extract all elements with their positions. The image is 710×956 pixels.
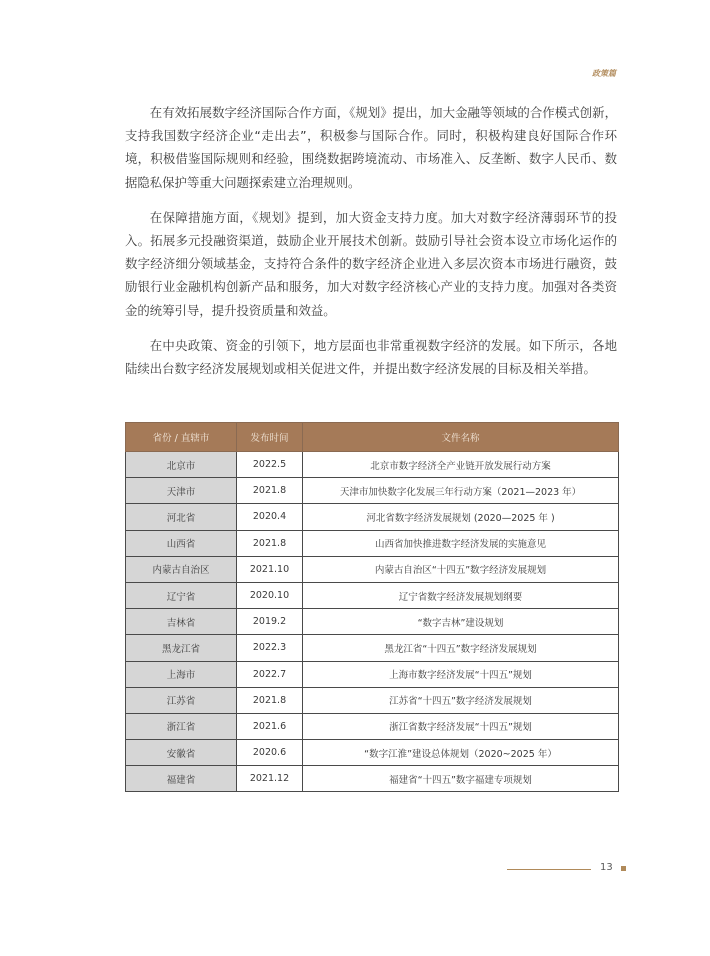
table-row	[126, 609, 619, 635]
table-header-row	[126, 423, 619, 452]
page-marker-square-icon	[621, 866, 626, 871]
document-cell: 浙江省数字经济发展“十四五”规划	[303, 713, 619, 739]
footer-divider	[507, 869, 591, 870]
date-cell: 2021.12	[237, 766, 303, 792]
section-label: 政策篇	[592, 69, 616, 78]
table-row	[126, 766, 619, 792]
date-cell: 2020.6	[237, 740, 303, 766]
region-cell: 山西省	[126, 530, 237, 556]
region-cell: 浙江省	[126, 713, 237, 739]
document-cell: 上海市数字经济发展“十四五”规划	[303, 661, 619, 687]
document-cell: 辽宁省数字经济发展规划纲要	[303, 582, 619, 608]
document-cell: 江苏省“十四五”数字经济发展规划	[303, 687, 619, 713]
region-cell: 辽宁省	[126, 582, 237, 608]
document-cell: 河北省数字经济发展规划 (2020—2025 年 )	[303, 504, 619, 530]
header-region: 省份 / 直辖市	[126, 423, 237, 452]
region-cell: 黑龙江省	[126, 635, 237, 661]
table-row	[126, 582, 619, 608]
table-row	[126, 635, 619, 661]
document-cell: 内蒙古自治区“十四五”数字经济发展规划	[303, 556, 619, 582]
paragraph-safeguard-measures: 在保障措施方面，《规划》提到，加大资金支持力度。加大对数字经济薄弱环节的投入。拓展多元投融资渠道，鼓励企业开展技术创新。鼓励引导社会资本设立市场化运作的数字经济细分领域基金，支持符合条件的数字经济企业进入多层次资本市场进行融资，鼓励银行业金融机构创新产品和服务，加大对数字经济核心产业的支持力度。加强对各类资金的统筹引导，提升投资质量和效益。	[125, 209, 617, 318]
date-cell: 2021.10	[237, 556, 303, 582]
region-cell: 内蒙古自治区	[126, 556, 237, 582]
table-row	[126, 740, 619, 766]
date-cell: 2022.3	[237, 635, 303, 661]
region-cell: 河北省	[126, 504, 237, 530]
region-cell: 北京市	[126, 452, 237, 478]
header-document: 文件名称	[303, 423, 619, 452]
table-row	[126, 530, 619, 556]
region-cell: 上海市	[126, 661, 237, 687]
date-cell: 2021.8	[237, 530, 303, 556]
local-policy-table	[125, 422, 619, 792]
document-cell: “数字江淮”建设总体规划（2020~2025 年）	[303, 740, 619, 766]
table-row	[126, 504, 619, 530]
table-row	[126, 556, 619, 582]
region-cell: 江苏省	[126, 687, 237, 713]
date-cell: 2021.8	[237, 687, 303, 713]
document-cell: 黑龙江省“十四五”数字经济发展规划	[303, 635, 619, 661]
date-cell: 2021.6	[237, 713, 303, 739]
date-cell: 2020.4	[237, 504, 303, 530]
date-cell: 2020.10	[237, 582, 303, 608]
table-row	[126, 713, 619, 739]
header-date: 发布时间	[237, 423, 303, 452]
page-number: 13	[600, 862, 613, 873]
document-cell: 福建省“十四五”数字福建专项规划	[303, 766, 619, 792]
document-cell: 天津市加快数字化发展三年行动方案（2021—2023 年）	[303, 478, 619, 504]
date-cell: 2019.2	[237, 609, 303, 635]
paragraph-international-cooperation: 在有效拓展数字经济国际合作方面，《规划》提出，加大金融等领域的合作模式创新，支持我国数字经济企业“走出去”，积极参与国际合作。同时，积极构建良好国际合作环境，积极借鉴国际规则和经验，围绕数据跨境流动、市场准入、反垄断、数字人民币、数据隐私保护等重大问题探索建立治理规则。	[125, 105, 617, 190]
body-text	[125, 101, 617, 392]
document-cell: “数字吉林”建设规划	[303, 609, 619, 635]
document-cell: 山西省加快推进数字经济发展的实施意见	[303, 530, 619, 556]
table-row	[126, 478, 619, 504]
region-cell: 安徽省	[126, 740, 237, 766]
table-row	[126, 452, 619, 478]
table-row	[126, 687, 619, 713]
region-cell: 吉林省	[126, 609, 237, 635]
date-cell: 2022.7	[237, 661, 303, 687]
table-row	[126, 661, 619, 687]
paragraph-local-policies: 在中央政策、资金的引领下，地方层面也非常重视数字经济的发展。如下所示，各地陆续出台数字经济发展规划或相关促进文件，并提出数字经济发展的目标及相关举措。	[125, 337, 617, 377]
region-cell: 福建省	[126, 766, 237, 792]
date-cell: 2021.8	[237, 478, 303, 504]
region-cell: 天津市	[126, 478, 237, 504]
date-cell: 2022.5	[237, 452, 303, 478]
document-cell: 北京市数字经济全产业链开放发展行动方案	[303, 452, 619, 478]
